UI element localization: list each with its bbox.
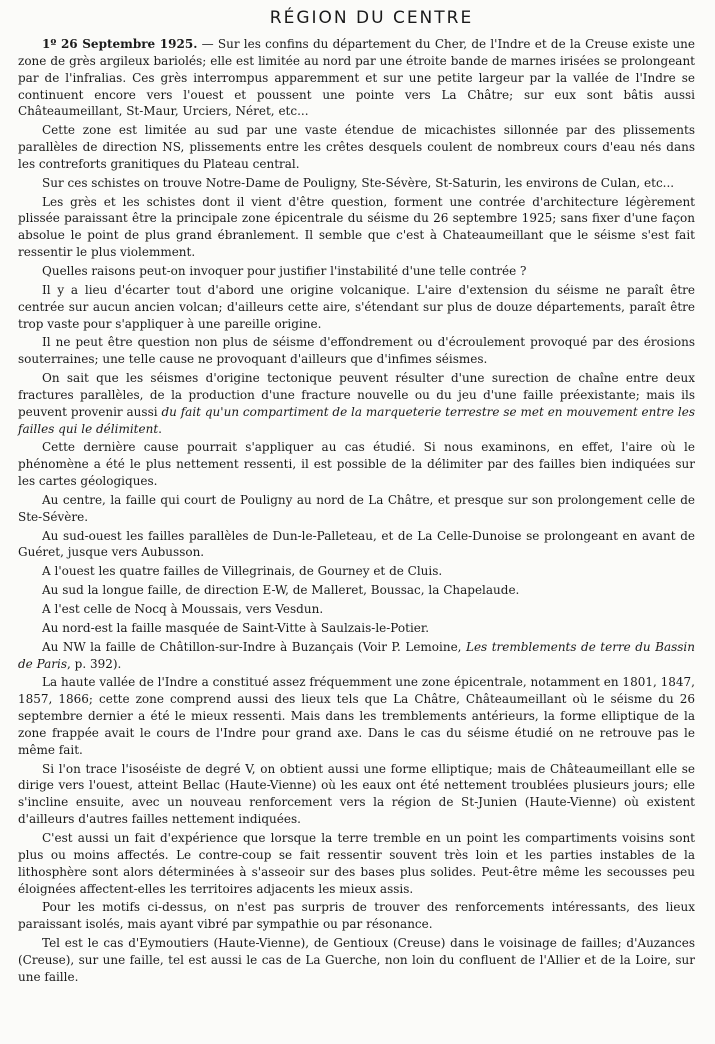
paragraph: Cette dernière cause pourrait s'appliquer au cas étudié. Si nous examinons, en effet, l'aire où le phénomène a été le plus nettement ressenti, il est possible de la délimiter par des failles bien indiquées sur les cartes géologiques. [18,440,695,489]
paragraph [18,370,695,437]
paragraph: Au centre, la faille qui court de Pouligny au nord de La Châtre, et presque sur son prolongement celle de Ste-Sévère. [18,492,695,524]
paragraph: Tel est le cas d'Eymoutiers (Haute-Vienne), de Gentioux (Creuse) dans le voisinage de failles; d'Auzances (Creuse), sur une faille, tel est aussi le cas de La Guerche, non loin du confluent de l'Allier et de la Loire, sur une faille. [18,936,695,984]
paragraph: A l'est celle de Nocq à Moussais, vers Vesdun. [42,602,324,616]
paragraph: Au nord-est la faille masquée de Saint-Vitte à Saulzais-le-Potier. [42,620,430,635]
paragraph-text: Au NW la faille de Châtillon-sur-Indre à Buzançais (Voir P. Lemoine, [42,639,466,654]
paragraph: Il ne peut être question non plus de séisme d'effondrement ou d'écroulement provoqué par des érosions souterraines; une telle cause ne provoquant d'ailleurs que d'infimes séismes. [18,335,695,367]
paragraph: Au sud-ouest les failles parallèles de Dun-le-Palleteau, et de La Celle-Dunoise se prolongeant en avant de Guéret, jusque vers Aubusson. [18,528,695,560]
paragraph: A l'ouest les quatre failles de Villegrinais, de Gourney et de Cluis. [42,564,443,579]
paragraph-italic: Les tremblements de terre du Bassin de Paris [18,639,695,671]
page-title: RÉGION DU CENTRE [269,8,474,28]
paragraph: Pour les motifs ci-dessus, on n'est pas surpris de trouver des renforcements intéressants, des lieux paraissant isolés, mais ayant vibré par sympathie ou par résonance. [18,900,695,932]
paragraph [18,639,695,673]
paragraph: C'est aussi un fait d'expérience que lorsque la terre tremble en un point les compartiments voisins sont plus ou moins affectés. Le contre-coup se fait ressentir souvent très loin et les parties instables de la lithosphère sont alors déterminées à s'asseoir sur des bases plus solides. Peut-être même les secousses peu éloignées affectent-elles les territoires adjacents les mieux assis. [18,830,695,896]
paragraph-tail: , p. 392). [67,656,122,671]
paragraph-italic: du fait qu'un compartiment de la marqueterie terrestre se met en mouvement entre les failles qui le délimitent [18,404,695,436]
paragraph: Sur ces schistes on trouve Notre-Dame de Pouligny, Ste-Sévère, St-Saturin, les environs de Culan, etc... [42,175,675,190]
paragraph [18,36,695,120]
paragraph: Cette zone est limitée au sud par une vaste étendue de micachistes sillonnée par des plissements parallèles de direction NS, plissements entre les crêtes desquels coulent de nombreux cours d'eau nés dans les contreforts granitiques du Plateau central. [18,123,695,171]
paragraph: Les grès et les schistes dont il vient d'être question, forment une contrée d'architecture légèrement plissée paraissant être la principale zone épicentrale du séisme du 26 septembre 1925; sans fixer d'une façon absolue le point de plus grand ébranlement. Il semble que c'est à Chateaumeillant que le séisme s'est fait ressentir le plus violemment. [18,194,695,260]
paragraph: La haute vallée de l'Indre a constitué assez fréquemment une zone épicentrale, notamment en 1801, 1847, 1857, 1866; cette zone comprend aussi des lieux tels que La Châtre, Châteaumeillant où le séisme du 26 septembre dernier a été le mieux ressenti. Mais dans les tremblements antérieurs, la forme elliptique de la zone frappée avait le cours de l'Indre pour grand axe. Dans le cas du séisme étudié on ne retrouve pas le même fait. [18,675,695,757]
paragraph-tail: . [158,421,162,436]
paragraph: Au sud la longue faille, de direction E-W, de Malleret, Boussac, la Chapelaude. [42,583,520,598]
paragraph-lead: 1º 26 Septembre 1925. [42,37,198,51]
paragraph: Si l'on trace l'isoséiste de degré V, on obtient aussi une forme elliptique; mais de Châteaumeillant elle se dirige vers l'ouest, atteint Bellac (Haute-Vienne) où les eaux ont été nettement troublées plusieurs jours; elle s'incline ensuite, avec un nouveau renforcement vers la région de St-Junien (Haute-Vienne) où existent d'ailleurs d'autres failles nettement indiquées. [18,761,695,827]
paragraph: Il y a lieu d'écarter tout d'abord une origine volcanique. L'aire d'extension du séisme ne paraît être centrée sur aucun ancien volcan; d'ailleurs cette aire, s'étendant sur plus de douze départements, paraît être trop vaste pour s'appliquer à une pareille origine. [18,282,695,331]
paragraph-text: — Sur les confins du département du Cher, de l'Indre et de la Creuse existe une zone de grès argileux bariolés; elle est limitée au nord par une étroite bande de marnes irisées se prolongeant par de l'infralias. Ces grès interrompus apparemment et sur une petite largeur par la vallée de l'Indre se continuent encore vers l'ouest et poussent une pointe vers La Châtre; sur eux sont bâtis aussi Châteaumeillant, St-Maur, Urciers, Néret, etc... [18,37,695,119]
paragraph-text: On sait que les séismes d'origine tectonique peuvent résulter d'une surection de chaîne entre deux fractures parallèles, de la production d'une fracture nouvelle ou du jeu d'une faille préexistante; mais ils peuvent provenir aussi [18,371,695,419]
paragraph: Quelles raisons peut-on invoquer pour justifier l'instabilité d'une telle contrée ? [42,263,527,278]
